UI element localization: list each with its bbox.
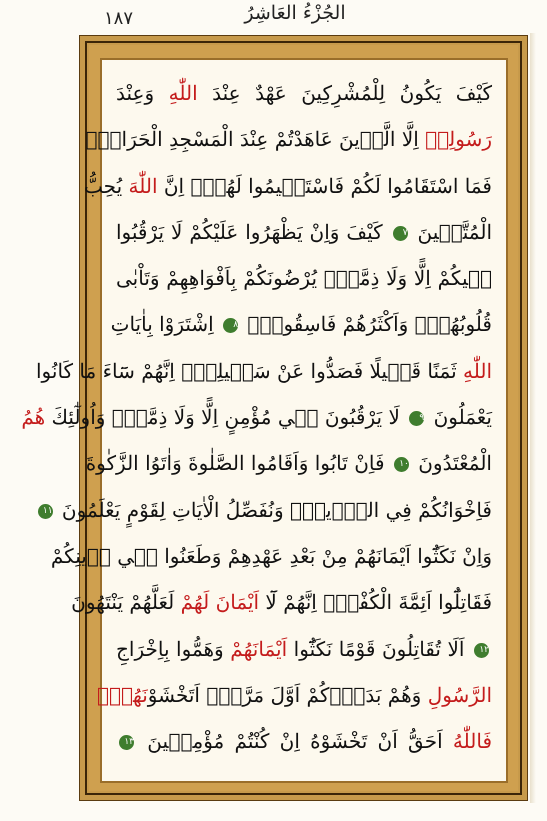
- verse-line: [102, 301, 506, 347]
- juz-title: الجُزْءُ العَاشِرُ: [244, 2, 346, 24]
- verse-line: [102, 718, 506, 764]
- verse-text: وَهَمُّوا بِاِخْرَاجِ: [116, 636, 231, 661]
- verse-text: فَاِخْوَانُكُمْ فِي الدّٖينِۜ وَنُفَصِّلُ الْاٰيَاتِ لِقَوْمٍ يَعْلَمُونَ: [55, 497, 492, 522]
- divine-name-text: اَيْمَانَ لَهُمْ: [180, 590, 260, 615]
- ayah-number-marker: ١٠: [394, 457, 409, 472]
- ayah-number-marker: ٨: [223, 318, 238, 333]
- verse-text: لَا يَرْقُبُونَ فٖي مُؤْمِنٍ اِلًّا وَلَا ذِمَّةًۜ وَاُولٰٓئِكَ: [45, 405, 407, 430]
- divine-name-text: نَهُمْۚ: [96, 682, 148, 707]
- verse-line: [36, 348, 506, 394]
- divine-name-text: اللّٰهِ: [168, 81, 198, 105]
- verse-text: كَيْفَ وَاِنْ يَظْهَرُوا عَلَيْكُمْ لَا يَرْقُبُوا: [116, 219, 390, 244]
- verse-text: لَعَلَّهُمْ يَنْتَهُونَ: [71, 590, 181, 615]
- verse-text: فَمَا اسْتَقَامُوا لَكُمْ فَاسْتَقٖيمُوا لَهُمْۜ اِنَّ: [157, 173, 492, 198]
- ayah-number-marker: ٩: [409, 411, 424, 426]
- verse-text: الْمُعْتَدُونَ: [411, 451, 492, 476]
- verse-line: [102, 209, 506, 255]
- page-number: ١٨٧: [104, 8, 134, 29]
- page-header: [0, 0, 547, 36]
- verse-text: اِلَّا الَّذٖينَ عَاهَدْتُمْ عِنْدَ الْمَسْجِدِ الْحَرَامِۚ: [85, 127, 426, 152]
- divine-name-text: الرَّسُولِ: [427, 682, 492, 707]
- verse-text: ثَمَنًا قَلٖيلًا فَصَدُّوا عَنْ سَبٖيلِهٖۜ اِنَّهُمْ سَٓاءَ مَا كَانُوا: [36, 358, 463, 383]
- verse-text: كَيْفَ يَكُونُ لِلْمُشْرِكِينَ عَهْدٌ عِنْدَ: [197, 81, 493, 105]
- ayah-number-marker: ٧: [393, 226, 408, 241]
- verse-text: قُلُوبُهُمْۚ وَاَكْثَرُهُمْ فَاسِقُونَۚ: [241, 312, 492, 337]
- divine-name-text: اللّٰهَ: [128, 173, 158, 198]
- divine-name-text: فَاللّٰهُ: [452, 729, 492, 754]
- verse-line: [84, 163, 506, 209]
- verse-line: [102, 70, 506, 116]
- verse-line: [102, 255, 506, 301]
- verse-line: [42, 487, 506, 533]
- verse-text: اَلَا تُقَاتِلُونَ قَوْمًا نَكَثُٓوا: [287, 636, 472, 661]
- text-panel: [21, 58, 508, 783]
- page-edge-shadow: [530, 33, 536, 803]
- verse-line: [102, 626, 506, 672]
- verse-text: اِشْتَرَوْا بِاٰيَاتِ: [110, 312, 221, 337]
- verse-line: [85, 440, 506, 486]
- verse-text: يُحِبُّ: [84, 173, 129, 198]
- verse-line: [21, 394, 506, 440]
- verse-text: وَهُمْ بَدَؤُ۫كُمْ اَوَّلَ مَرَّةٍۜ اَتَخْشَوْ: [147, 682, 428, 707]
- verse-text: فَاِنْ تَابُوا وَاَقَامُوا الصَّلٰوةَ وَاٰتَوُا الزَّكٰوةَ: [85, 451, 391, 476]
- verse-text: وَعِنْدَ: [116, 81, 169, 105]
- verse-lines: [21, 70, 506, 764]
- verse-line: [85, 116, 506, 162]
- verse-line: [50, 533, 506, 579]
- divine-name-text: اللّٰهِ: [463, 358, 492, 383]
- divine-name-text: رَسُولِهٖ: [425, 127, 492, 152]
- verse-text: فَقَاتِلُٓوا اَئِمَّةَ الْكُفْرِۙ اِنَّهُمْ لَٓا: [259, 590, 492, 615]
- verse-text: وَاِنْ نَكَثُٓوا اَيْمَانَهُمْ مِنْ بَعْدِ عَهْدِهِمْ وَطَعَنُوا فٖي دٖينِكُمْ: [50, 543, 492, 568]
- ayah-number-marker: ١٢: [474, 643, 489, 658]
- verse-text: فٖيكُمْ اِلًّا وَلَا ذِمَّةًۜ يُرْضُونَكُمْ بِاَفْوَاهِهِمْ وَتَاْبٰى: [116, 266, 492, 291]
- ayah-number-marker: ١٣: [119, 735, 134, 750]
- verse-text: الْمُتَّقٖينَ: [410, 219, 492, 244]
- verse-text: اَحَقُّ اَنْ تَخْشَوْهُ اِنْ كُنْتُمْ مُؤْمِنٖينَ: [137, 729, 453, 754]
- verse-text: يَعْمَلُونَ: [427, 405, 492, 430]
- divine-name-text: هُمُ: [21, 405, 46, 430]
- ayah-number-marker: ١١: [38, 504, 53, 519]
- divine-name-text: اَيْمَانَهُمْ: [230, 636, 288, 661]
- verse-line: [96, 672, 506, 718]
- verse-line: [71, 579, 506, 625]
